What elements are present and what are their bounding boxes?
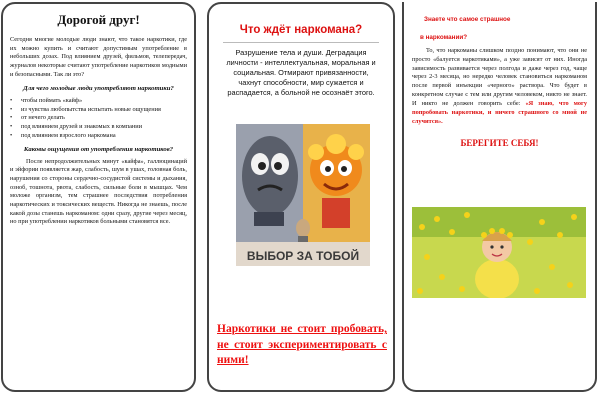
question-line-1: Знаете что самое страшное xyxy=(424,16,511,23)
bullet-icon: • xyxy=(10,114,13,122)
title-divider xyxy=(223,42,379,43)
anti-drug-poster-image xyxy=(236,124,370,266)
panel3-body xyxy=(412,47,587,126)
feel-body-text: После непродолжительных минут «кайфа», галлюцинаций и эйфории появляется жар, слабость, шум в ушах, головная боль, нарушения со стороны сердечно-сосудистой системы и дыхания, озноб, тошнота, рвота, слабость, сильные боли в мышцах. Чем моложе организм, тем страшнее последствия потребления наркотических и токсических веществ. Никогда не знаешь, после какой дозы станешь наркоманом: одни сразу, другие через месяц, но при употреблении наркотиков больными становятся все. xyxy=(10,157,187,226)
list-item: • под влиянием взрослого наркомана xyxy=(10,131,116,139)
panel2-title: Что ждёт наркомана? xyxy=(239,24,363,36)
bullet-icon: • xyxy=(10,96,13,104)
girl-in-flower-field-photo xyxy=(412,207,586,298)
bullet-icon: • xyxy=(10,122,13,130)
body-text: То, что наркоманы слишком поздно понимают, что они не просто «балуется наркотиками», а уже зависят от них. Иногда зависимость развивается через полгода и даже через год, чаще через 2-3 месяца, но нередко человек становиться наркоманом после первой инъекции «черного» раствора. Что будет в конкретном случае с тем или другим человеком, никто не знает. И никто не должен говорить себе: xyxy=(412,47,587,107)
middle-panel xyxy=(207,2,395,392)
panel1-title: Дорогой друг! xyxy=(57,12,140,27)
bullet-icon: • xyxy=(10,131,13,139)
list-item: • чтобы поймать «кайф» xyxy=(10,96,83,104)
why-heading: Для чего молодые люди употребляют наркотики? xyxy=(23,85,174,93)
right-panel xyxy=(402,2,597,392)
list-item: • из чувства любопытства испытать новые ощущения xyxy=(10,105,161,113)
list-item: • от нечего делать xyxy=(10,114,65,122)
take-care-heading: БЕРЕГИТЕ СЕБЯ! xyxy=(460,138,539,149)
poster-slogan: ВЫБОР ЗА ТОБОЙ xyxy=(246,249,360,263)
question-line-2: в наркомании? xyxy=(420,34,468,41)
feel-heading: Каковы ощущения от употребления наркотиков? xyxy=(23,146,174,154)
body-quote: «Я знаю, что могу попробовать наркотики, и ничего страшного со мной не случится». xyxy=(412,99,588,125)
left-panel xyxy=(1,2,196,392)
why-list xyxy=(10,97,187,140)
list-item: • под влиянием друзей и знакомых в компании xyxy=(10,122,143,130)
warning-text: Наркотики не стоит пробовать, не стоит экспериментировать с ними! xyxy=(217,323,387,367)
panel1-intro-text: Сегодня многие молодые люди знают, что такое наркотики, где их можно купить и считают допустимым употребление в небольших дозах. Под влиянием друзей, фильмов, телепередач, журналов некоторые считают употребление наркотиков модными и безопасными. Так ли это? xyxy=(10,36,187,78)
bullet-icon: • xyxy=(10,105,13,113)
panel2-description: Разрушение тела и души. Деградация личности - интеллектуальная, моральная и социальная. Отмирают привязанности, чахнут способности, мир сужается и распадается, а больной не осознаёт этого. xyxy=(226,48,376,97)
